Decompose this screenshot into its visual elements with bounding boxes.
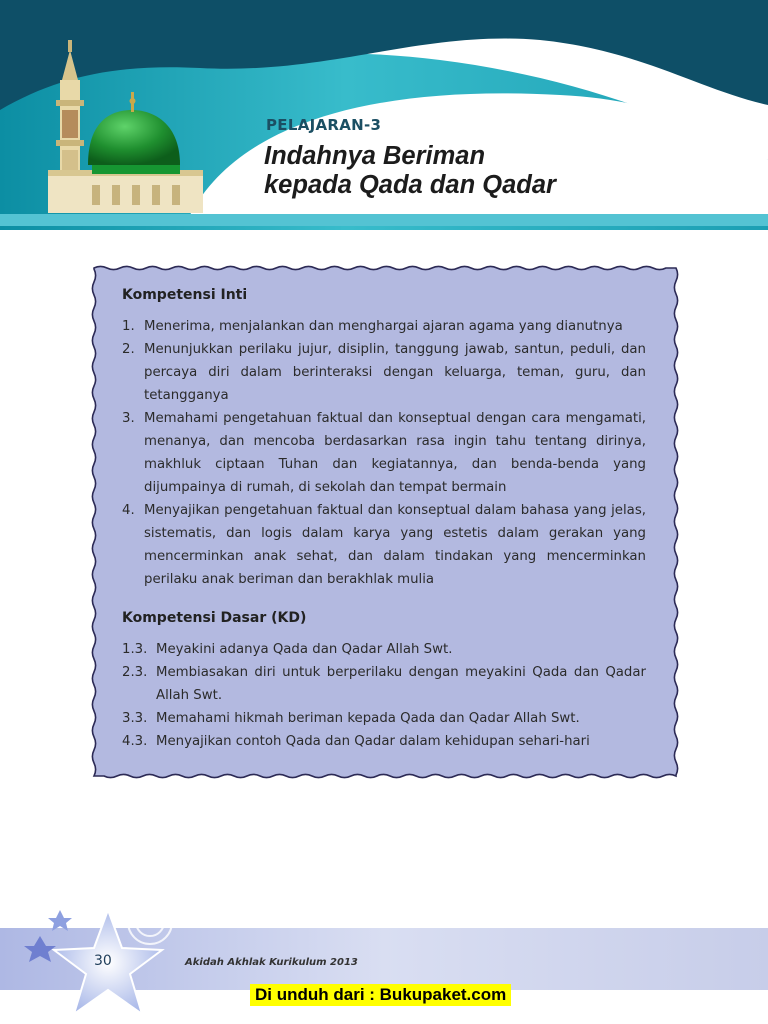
item-text: Menyajikan pengetahuan faktual dan konseptual dalam bahasa yang jelas, sistematis, dan logis dalam karya yang estetis dalam gerakan yang mencerminkan anak sehat, dan dalam tindakan yang mencerminkan perilaku anak beriman dan berakhlak mulia bbox=[144, 503, 646, 587]
kompetensi-dasar-list bbox=[122, 638, 646, 753]
list-item bbox=[122, 661, 646, 707]
item-number: 1. bbox=[122, 319, 135, 334]
item-text: Menyajikan contoh Qada dan Qadar dalam kehidupan sehari-hari bbox=[156, 734, 590, 749]
lesson-title bbox=[264, 142, 556, 200]
item-number: 4.3. bbox=[122, 734, 148, 749]
list-item bbox=[122, 315, 646, 338]
item-number: 3.3. bbox=[122, 711, 148, 726]
list-item bbox=[122, 499, 646, 591]
page-number: 30 bbox=[94, 953, 112, 969]
item-number: 2.3. bbox=[122, 665, 148, 680]
kompetensi-dasar-heading: Kompetensi Dasar (KD) bbox=[122, 610, 307, 626]
list-item bbox=[122, 730, 646, 753]
list-item bbox=[122, 707, 646, 730]
item-text: Membiasakan diri untuk berperilaku dengan meyakini Qada dan Qadar Allah Swt. bbox=[156, 665, 646, 703]
lesson-title-line-1: Indahnya Beriman bbox=[264, 142, 486, 170]
item-text: Meyakini adanya Qada dan Qadar Allah Swt. bbox=[156, 642, 453, 657]
item-number: 4. bbox=[122, 503, 135, 518]
item-text: Memahami pengetahuan faktual dan konseptual dengan cara mengamati, menanya, dan mencoba berdasarkan rasa ingin tahu tentang dirinya, makhluk ciptaan Tuhan dan kegiatannya, dan benda-benda yang dijumpainya di rumah, di sekolah dan tempat bermain bbox=[144, 411, 646, 495]
lesson-title-line-2: kepada Qada dan Qadar bbox=[264, 171, 556, 199]
download-source-banner: Di unduh dari : Bukupaket.com bbox=[250, 984, 511, 1006]
list-item bbox=[122, 407, 646, 499]
lesson-label: PELAJARAN-3 bbox=[266, 116, 382, 134]
item-number: 1.3. bbox=[122, 642, 148, 657]
list-item bbox=[122, 338, 646, 407]
kompetensi-inti-heading: Kompetensi Inti bbox=[122, 287, 248, 303]
item-text: Memahami hikmah beriman kepada Qada dan Qadar Allah Swt. bbox=[156, 711, 580, 726]
item-number: 3. bbox=[122, 411, 135, 426]
item-number: 2. bbox=[122, 342, 135, 357]
box-content bbox=[122, 284, 646, 753]
item-text: Menunjukkan perilaku jujur, disiplin, tanggung jawab, santun, peduli, dan percaya diri dalam berinteraksi dengan keluarga, teman, guru, dan tetangganya bbox=[144, 342, 646, 403]
list-item bbox=[122, 638, 646, 661]
kompetensi-inti-list bbox=[122, 315, 646, 591]
competency-box bbox=[88, 262, 682, 782]
item-text: Menerima, menjalankan dan menghargai ajaran agama yang dianutnya bbox=[144, 319, 623, 334]
book-title: Akidah Akhlak Kurikulum 2013 bbox=[185, 957, 358, 968]
